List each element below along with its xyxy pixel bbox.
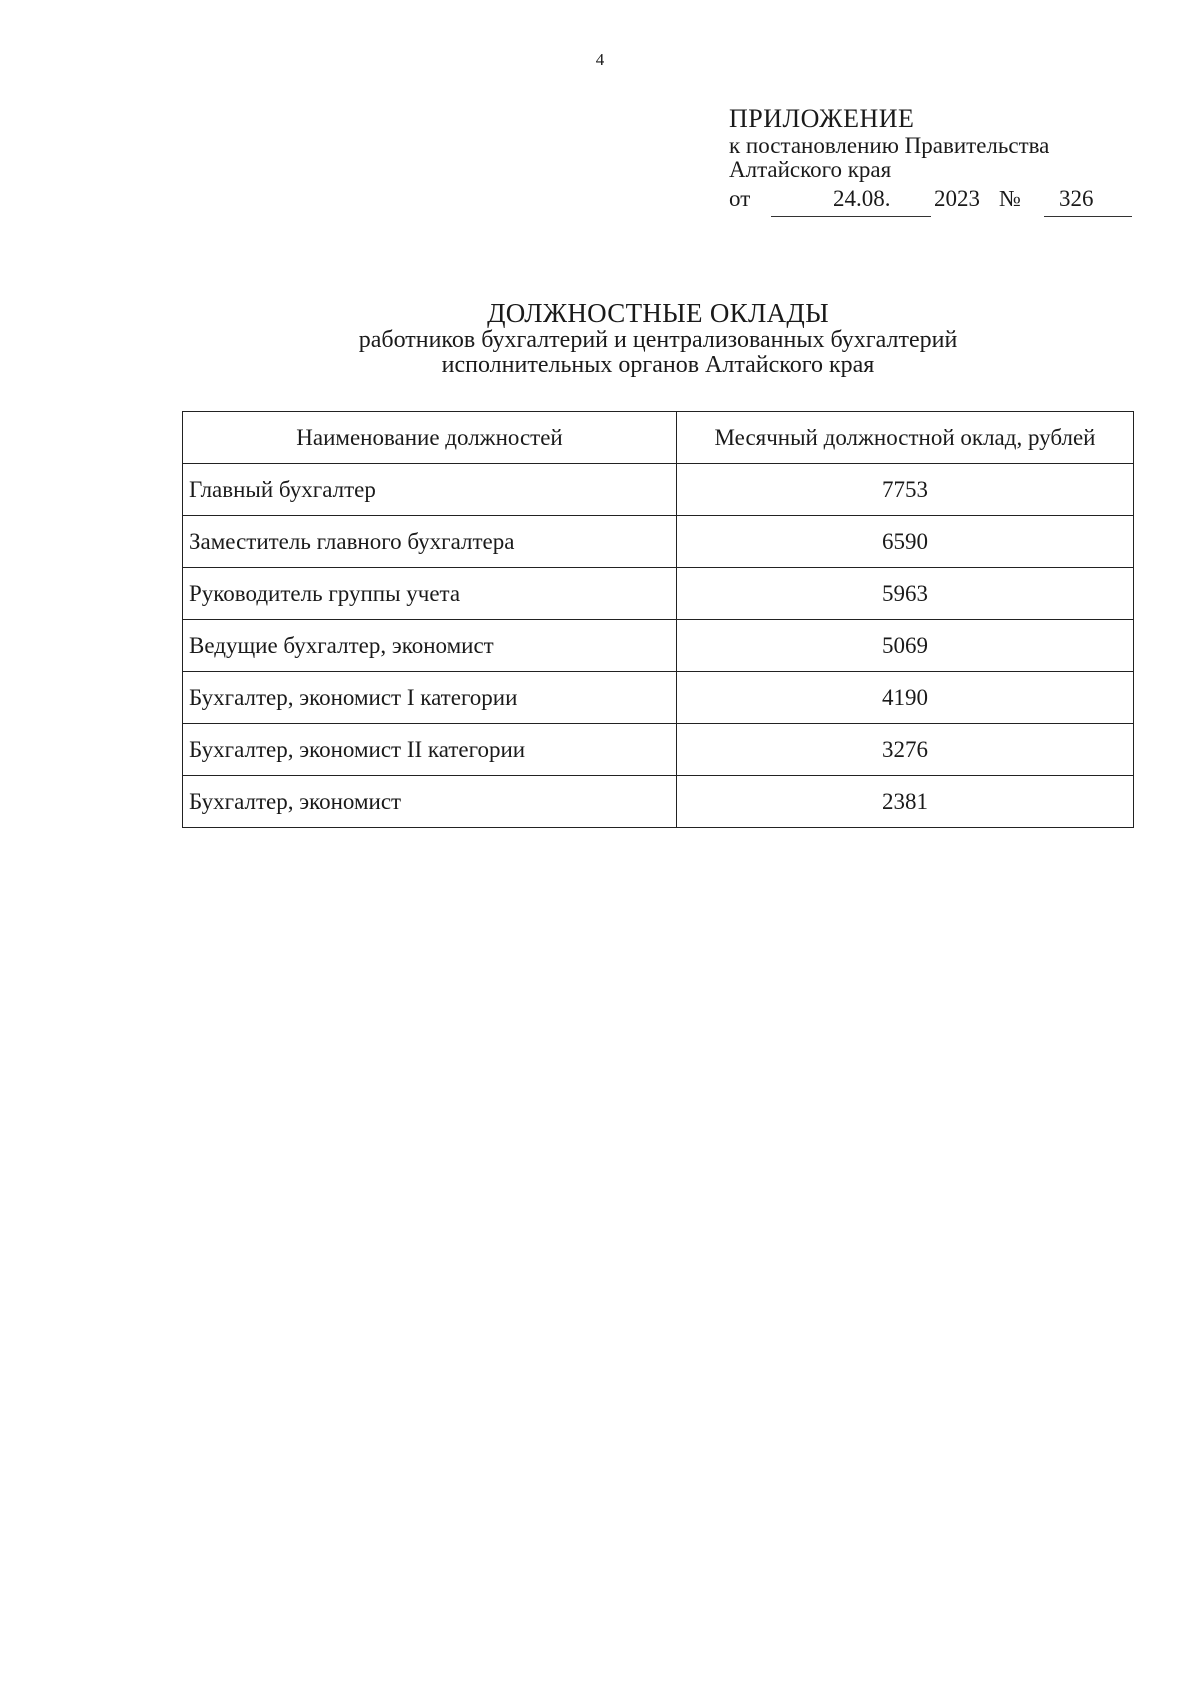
salary-cell: 5069 — [677, 620, 1134, 672]
salary-cell: 3276 — [677, 724, 1134, 776]
document-subtitle-line-2: исполнительных органов Алтайского края — [441, 352, 875, 378]
table-row — [183, 464, 1134, 516]
position-cell: Главный бухгалтер — [183, 464, 677, 516]
date-underline — [771, 216, 931, 217]
document-subtitle-line-1: работников бухгалтерий и централизованных бухгалтерий — [358, 327, 958, 353]
table-row — [183, 568, 1134, 620]
salary-cell: 4190 — [677, 672, 1134, 724]
header-salary: Месячный должностной оклад, рублей — [677, 412, 1134, 464]
position-cell: Бухгалтер, экономист I категории — [183, 672, 677, 724]
position-cell: Ведущие бухгалтер, экономист — [183, 620, 677, 672]
salary-cell: 6590 — [677, 516, 1134, 568]
salary-table — [182, 411, 1134, 828]
header-position: Наименование должностей — [183, 412, 677, 464]
appendix-line-2: Алтайского края — [729, 157, 892, 182]
appendix-line-1: к постановлению Правительства — [729, 133, 1050, 158]
salary-cell: 7753 — [677, 464, 1134, 516]
date-row — [729, 186, 1149, 220]
position-cell: Заместитель главного бухгалтера — [183, 516, 677, 568]
number-value: 326 — [1059, 186, 1094, 211]
document-title-block — [0, 298, 1200, 378]
salary-cell: 2381 — [677, 776, 1134, 828]
from-label: от — [729, 186, 751, 211]
salary-cell: 5963 — [677, 568, 1134, 620]
position-cell: Бухгалтер, экономист — [183, 776, 677, 828]
table-row — [183, 620, 1134, 672]
page-number: 4 — [595, 50, 605, 69]
number-underline — [1044, 216, 1132, 217]
number-sign: № — [999, 186, 1021, 211]
year-value: 2023 — [934, 186, 980, 211]
table-row — [183, 724, 1134, 776]
table-row — [183, 672, 1134, 724]
table-row — [183, 776, 1134, 828]
appendix-title: ПРИЛОЖЕНИЕ — [729, 104, 915, 133]
position-cell: Руководитель группы учета — [183, 568, 677, 620]
appendix-block — [729, 104, 1149, 220]
document-title: ДОЛЖНОСТНЫЕ ОКЛАДЫ — [487, 298, 829, 328]
date-value: 24.08. — [833, 186, 891, 211]
table-row — [183, 516, 1134, 568]
table-header-row — [183, 412, 1134, 464]
position-cell: Бухгалтер, экономист II категории — [183, 724, 677, 776]
